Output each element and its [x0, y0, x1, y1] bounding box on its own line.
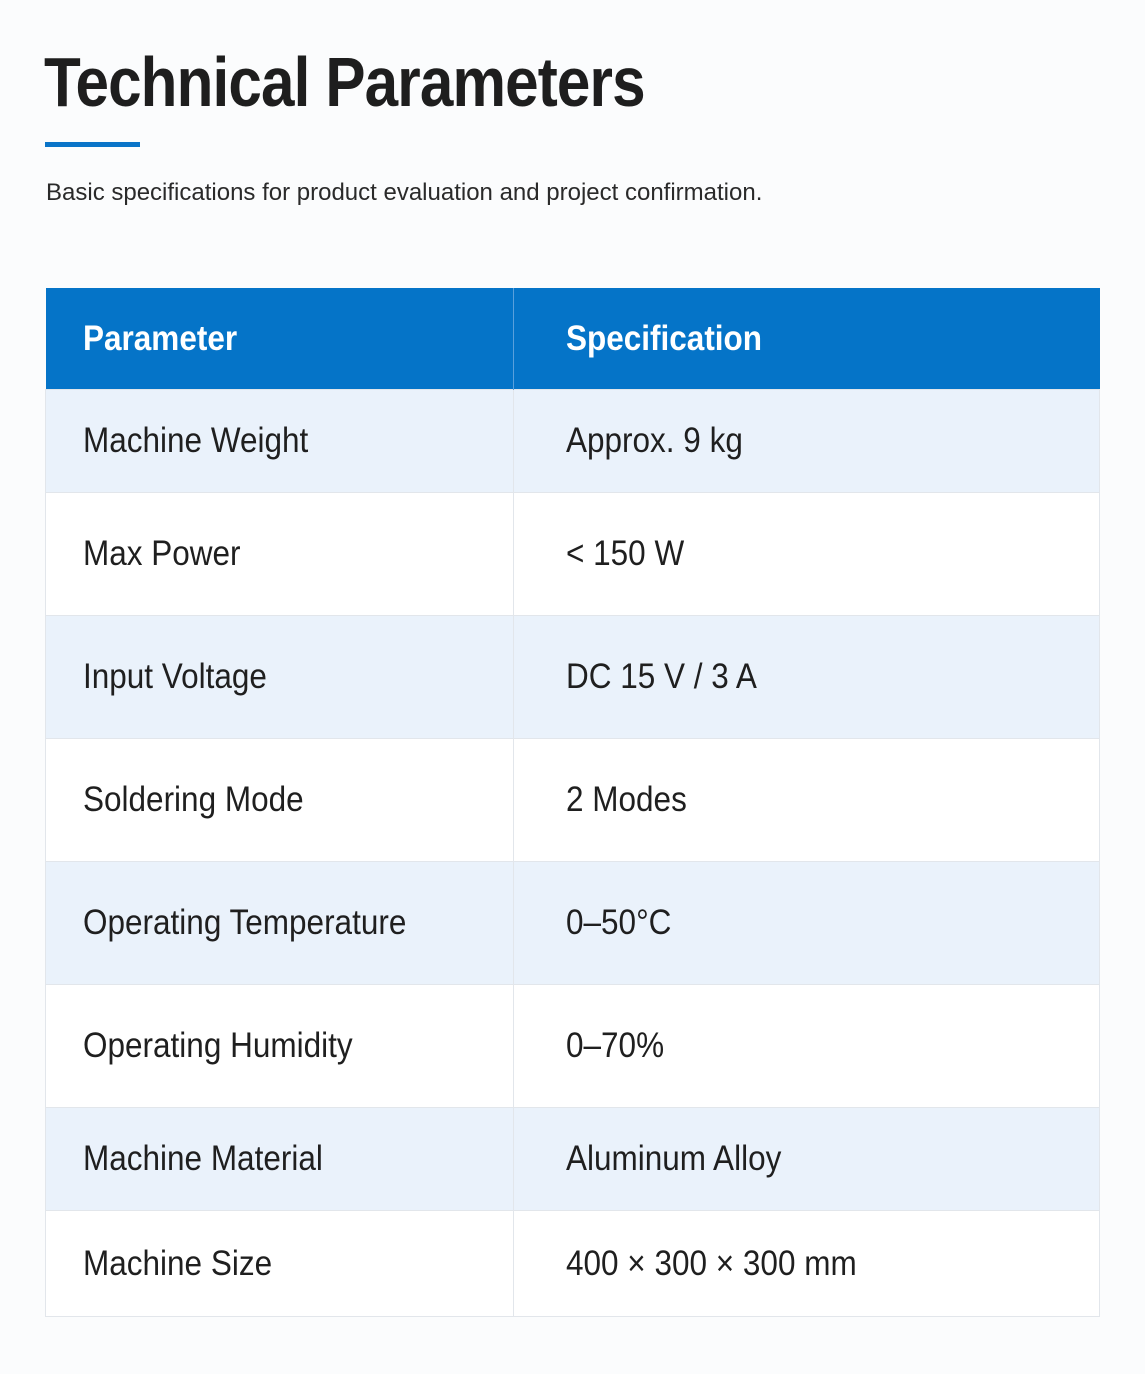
specification-value: < 150 W: [566, 534, 685, 573]
table-row: [46, 390, 1100, 493]
parameter-name: Machine Material: [83, 1139, 323, 1178]
specification-cell: [514, 616, 1100, 739]
parameter-name: Operating Temperature: [83, 903, 407, 942]
table-row: [46, 1108, 1100, 1211]
parameter-cell: [46, 862, 514, 985]
column-header-parameter: [46, 288, 514, 390]
specification-value: 0–70%: [566, 1026, 665, 1065]
spec-table: [45, 288, 1100, 1317]
header-row: [46, 288, 1100, 390]
specification-value: Aluminum Alloy: [566, 1139, 782, 1178]
specification-cell: [514, 739, 1100, 862]
table-row: [46, 616, 1100, 739]
specification-cell: [514, 1108, 1100, 1211]
parameter-name: Machine Size: [83, 1243, 273, 1283]
column-header-parameter-label: Parameter: [82, 318, 237, 358]
page-subtitle: Basic specifications for product evaluation and project confirmation.: [46, 179, 763, 206]
specification-cell: [514, 862, 1100, 985]
specification-cell: [514, 1211, 1100, 1317]
parameter-cell: [46, 616, 514, 739]
specification-value: DC 15 V / 3 A: [566, 657, 757, 696]
table-row: [46, 739, 1100, 862]
spec-table-body: [46, 390, 1100, 1317]
spec-table-header: [46, 288, 1100, 390]
specification-value: 2 Modes: [566, 780, 687, 819]
specification-value: 0–50°C: [566, 903, 672, 942]
parameter-name: Soldering Mode: [83, 780, 304, 819]
table-row: [46, 493, 1100, 616]
table-row: [46, 985, 1100, 1108]
table-row: [46, 862, 1100, 985]
parameter-name: Operating Humidity: [83, 1026, 353, 1065]
parameter-name: Max Power: [83, 534, 241, 573]
parameter-cell: [46, 493, 514, 616]
parameter-name: Input Voltage: [83, 657, 267, 696]
specification-value: 400 × 300 × 300 mm: [566, 1243, 857, 1283]
column-header-specification: [514, 288, 1100, 390]
specification-cell: [514, 493, 1100, 616]
parameter-cell: [46, 1211, 514, 1317]
column-header-specification-label: Specification: [566, 318, 763, 358]
table-row: [46, 1211, 1100, 1317]
specification-value: Approx. 9 kg: [566, 421, 743, 460]
specification-cell: [514, 390, 1100, 493]
parameter-cell: [46, 390, 514, 493]
parameter-cell: [46, 739, 514, 862]
page-title: Technical Parameters: [44, 43, 645, 121]
parameter-cell: [46, 985, 514, 1108]
parameter-cell: [46, 1108, 514, 1211]
specification-cell: [514, 985, 1100, 1108]
title-underline: [45, 142, 140, 147]
parameter-name: Machine Weight: [83, 421, 309, 460]
